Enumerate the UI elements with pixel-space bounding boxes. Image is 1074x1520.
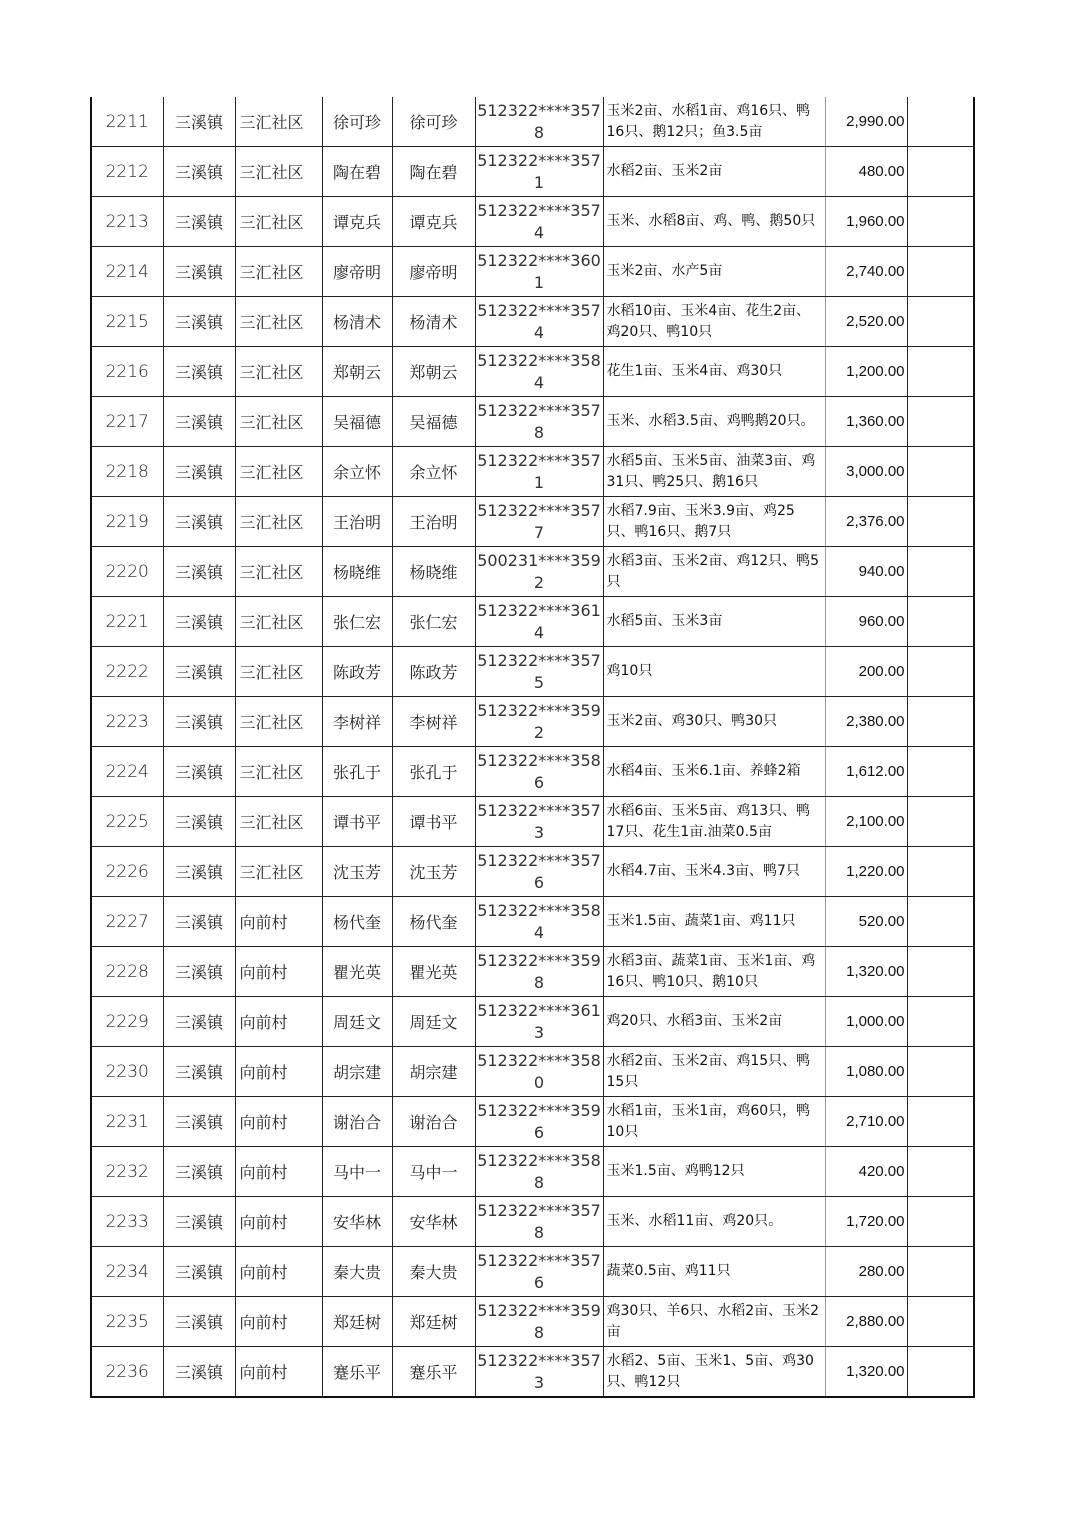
table-row bbox=[91, 297, 974, 347]
id-number-cell: 512322****3588 bbox=[475, 1147, 603, 1197]
amount-cell: 3,000.00 bbox=[825, 447, 907, 497]
town-cell: 三溪镇 bbox=[163, 397, 235, 447]
row-number: 2217 bbox=[91, 397, 163, 447]
village-cell: 向前村 bbox=[235, 997, 322, 1047]
remarks-cell bbox=[907, 197, 974, 247]
id-number-cell: 512322****3578 bbox=[475, 97, 603, 147]
account-holder-cell: 杨代奎 bbox=[392, 897, 475, 947]
id-number-cell: 512322****3576 bbox=[475, 847, 603, 897]
id-number-cell: 512322****3578 bbox=[475, 1197, 603, 1247]
row-number: 2230 bbox=[91, 1047, 163, 1097]
name-cell: 马中一 bbox=[322, 1147, 392, 1197]
town-cell: 三溪镇 bbox=[163, 697, 235, 747]
amount-cell: 1,320.00 bbox=[825, 947, 907, 997]
account-holder-cell: 瞿光英 bbox=[392, 947, 475, 997]
production-cell: 玉米2亩、鸡30只、鸭30只 bbox=[603, 697, 825, 747]
amount-cell: 520.00 bbox=[825, 897, 907, 947]
amount-cell: 2,740.00 bbox=[825, 247, 907, 297]
account-holder-cell: 沈玉芳 bbox=[392, 847, 475, 897]
remarks-cell bbox=[907, 297, 974, 347]
village-cell: 三汇社区 bbox=[235, 647, 322, 697]
row-number: 2236 bbox=[91, 1347, 163, 1398]
id-number-cell: 512322****3578 bbox=[475, 397, 603, 447]
village-cell: 三汇社区 bbox=[235, 247, 322, 297]
table-row bbox=[91, 947, 974, 997]
production-cell: 花生1亩、玉米4亩、鸡30只 bbox=[603, 347, 825, 397]
remarks-cell bbox=[907, 347, 974, 397]
village-cell: 三汇社区 bbox=[235, 297, 322, 347]
account-holder-cell: 郑廷树 bbox=[392, 1297, 475, 1347]
town-cell: 三溪镇 bbox=[163, 597, 235, 647]
production-cell: 玉米1.5亩、蔬菜1亩、鸡11只 bbox=[603, 897, 825, 947]
production-cell: 水稻6亩、玉米5亩、鸡13只、鸭17只、花生1亩.油菜0.5亩 bbox=[603, 797, 825, 847]
amount-cell: 200.00 bbox=[825, 647, 907, 697]
table-row bbox=[91, 897, 974, 947]
amount-cell: 280.00 bbox=[825, 1247, 907, 1297]
remarks-cell bbox=[907, 897, 974, 947]
production-cell: 玉米2亩、水稻1亩、鸡16只、鸭16只、鹅12只；鱼3.5亩 bbox=[603, 97, 825, 147]
table-body bbox=[91, 97, 974, 1397]
table-row bbox=[91, 1197, 974, 1247]
amount-cell: 1,200.00 bbox=[825, 347, 907, 397]
table-row bbox=[91, 147, 974, 197]
row-number: 2228 bbox=[91, 947, 163, 997]
account-holder-cell: 李树祥 bbox=[392, 697, 475, 747]
name-cell: 杨清术 bbox=[322, 297, 392, 347]
amount-cell: 1,960.00 bbox=[825, 197, 907, 247]
account-holder-cell: 谭克兵 bbox=[392, 197, 475, 247]
amount-cell: 2,380.00 bbox=[825, 697, 907, 747]
table-row bbox=[91, 997, 974, 1047]
account-holder-cell: 张仁宏 bbox=[392, 597, 475, 647]
village-cell: 三汇社区 bbox=[235, 697, 322, 747]
remarks-cell bbox=[907, 97, 974, 147]
table-row bbox=[91, 1297, 974, 1347]
name-cell: 吴福德 bbox=[322, 397, 392, 447]
row-number: 2233 bbox=[91, 1197, 163, 1247]
table-row bbox=[91, 1047, 974, 1097]
name-cell: 瞿光英 bbox=[322, 947, 392, 997]
name-cell: 沈玉芳 bbox=[322, 847, 392, 897]
row-number: 2229 bbox=[91, 997, 163, 1047]
name-cell: 谢治合 bbox=[322, 1097, 392, 1147]
account-holder-cell: 廖帝明 bbox=[392, 247, 475, 297]
town-cell: 三溪镇 bbox=[163, 997, 235, 1047]
remarks-cell bbox=[907, 697, 974, 747]
remarks-cell bbox=[907, 1047, 974, 1097]
village-cell: 三汇社区 bbox=[235, 347, 322, 397]
table-row bbox=[91, 347, 974, 397]
production-cell: 水稻3亩、玉米2亩、鸡12只、鸭5只 bbox=[603, 547, 825, 597]
village-cell: 三汇社区 bbox=[235, 397, 322, 447]
name-cell: 秦大贵 bbox=[322, 1247, 392, 1297]
table-row bbox=[91, 747, 974, 797]
name-cell: 徐可珍 bbox=[322, 97, 392, 147]
village-cell: 向前村 bbox=[235, 947, 322, 997]
amount-cell: 960.00 bbox=[825, 597, 907, 647]
village-cell: 三汇社区 bbox=[235, 197, 322, 247]
account-holder-cell: 徐可珍 bbox=[392, 97, 475, 147]
village-cell: 三汇社区 bbox=[235, 97, 322, 147]
production-cell: 水稻2亩、玉米2亩、鸡15只、鸭15只 bbox=[603, 1047, 825, 1097]
id-number-cell: 512322****3596 bbox=[475, 1097, 603, 1147]
name-cell: 蹇乐平 bbox=[322, 1347, 392, 1398]
table-row bbox=[91, 97, 974, 147]
id-number-cell: 512322****3577 bbox=[475, 497, 603, 547]
row-number: 2227 bbox=[91, 897, 163, 947]
town-cell: 三溪镇 bbox=[163, 247, 235, 297]
village-cell: 三汇社区 bbox=[235, 447, 322, 497]
remarks-cell bbox=[907, 1147, 974, 1197]
amount-cell: 480.00 bbox=[825, 147, 907, 197]
table-row bbox=[91, 597, 974, 647]
table-row bbox=[91, 797, 974, 847]
production-cell: 蔬菜0.5亩、鸡11只 bbox=[603, 1247, 825, 1297]
village-cell: 三汇社区 bbox=[235, 547, 322, 597]
remarks-cell bbox=[907, 997, 974, 1047]
town-cell: 三溪镇 bbox=[163, 747, 235, 797]
name-cell: 余立怀 bbox=[322, 447, 392, 497]
id-number-cell: 512322****3580 bbox=[475, 1047, 603, 1097]
town-cell: 三溪镇 bbox=[163, 1147, 235, 1197]
town-cell: 三溪镇 bbox=[163, 497, 235, 547]
town-cell: 三溪镇 bbox=[163, 547, 235, 597]
remarks-cell bbox=[907, 1097, 974, 1147]
production-cell: 鸡10只 bbox=[603, 647, 825, 697]
account-holder-cell: 余立怀 bbox=[392, 447, 475, 497]
town-cell: 三溪镇 bbox=[163, 1197, 235, 1247]
amount-cell: 2,100.00 bbox=[825, 797, 907, 847]
town-cell: 三溪镇 bbox=[163, 97, 235, 147]
remarks-cell bbox=[907, 847, 974, 897]
row-number: 2213 bbox=[91, 197, 163, 247]
table-row bbox=[91, 247, 974, 297]
table-row bbox=[91, 647, 974, 697]
row-number: 2220 bbox=[91, 547, 163, 597]
row-number: 2214 bbox=[91, 247, 163, 297]
village-cell: 向前村 bbox=[235, 897, 322, 947]
amount-cell: 1,000.00 bbox=[825, 997, 907, 1047]
id-number-cell: 512322****3613 bbox=[475, 997, 603, 1047]
account-holder-cell: 王治明 bbox=[392, 497, 475, 547]
amount-cell: 1,220.00 bbox=[825, 847, 907, 897]
remarks-cell bbox=[907, 1347, 974, 1398]
production-cell: 水稻1亩，玉米1亩，鸡60只，鸭10只 bbox=[603, 1097, 825, 1147]
name-cell: 谭克兵 bbox=[322, 197, 392, 247]
town-cell: 三溪镇 bbox=[163, 1047, 235, 1097]
row-number: 2235 bbox=[91, 1297, 163, 1347]
table-row bbox=[91, 197, 974, 247]
production-cell: 水稻4.7亩、玉米4.3亩、鸭7只 bbox=[603, 847, 825, 897]
id-number-cell: 512322****3573 bbox=[475, 1347, 603, 1398]
remarks-cell bbox=[907, 1297, 974, 1347]
id-number-cell: 512322****3575 bbox=[475, 647, 603, 697]
account-holder-cell: 谢治合 bbox=[392, 1097, 475, 1147]
remarks-cell bbox=[907, 797, 974, 847]
town-cell: 三溪镇 bbox=[163, 797, 235, 847]
remarks-cell bbox=[907, 647, 974, 697]
account-holder-cell: 秦大贵 bbox=[392, 1247, 475, 1297]
remarks-cell bbox=[907, 547, 974, 597]
account-holder-cell: 陶在碧 bbox=[392, 147, 475, 197]
id-number-cell: 512322****3571 bbox=[475, 447, 603, 497]
town-cell: 三溪镇 bbox=[163, 647, 235, 697]
town-cell: 三溪镇 bbox=[163, 847, 235, 897]
village-cell: 三汇社区 bbox=[235, 597, 322, 647]
amount-cell: 2,710.00 bbox=[825, 1097, 907, 1147]
row-number: 2221 bbox=[91, 597, 163, 647]
account-holder-cell: 安华林 bbox=[392, 1197, 475, 1247]
row-number: 2216 bbox=[91, 347, 163, 397]
town-cell: 三溪镇 bbox=[163, 197, 235, 247]
remarks-cell bbox=[907, 597, 974, 647]
account-holder-cell: 谭书平 bbox=[392, 797, 475, 847]
village-cell: 三汇社区 bbox=[235, 847, 322, 897]
remarks-cell bbox=[907, 447, 974, 497]
amount-cell: 1,612.00 bbox=[825, 747, 907, 797]
remarks-cell bbox=[907, 947, 974, 997]
village-cell: 三汇社区 bbox=[235, 747, 322, 797]
table-row bbox=[91, 1347, 974, 1398]
table-row bbox=[91, 1097, 974, 1147]
production-cell: 水稻5亩、玉米3亩 bbox=[603, 597, 825, 647]
town-cell: 三溪镇 bbox=[163, 947, 235, 997]
id-number-cell: 512322****3574 bbox=[475, 297, 603, 347]
amount-cell: 420.00 bbox=[825, 1147, 907, 1197]
table-row bbox=[91, 1247, 974, 1297]
name-cell: 胡宗建 bbox=[322, 1047, 392, 1097]
id-number-cell: 512322****3614 bbox=[475, 597, 603, 647]
row-number: 2225 bbox=[91, 797, 163, 847]
amount-cell: 2,880.00 bbox=[825, 1297, 907, 1347]
id-number-cell: 512322****3573 bbox=[475, 797, 603, 847]
id-number-cell: 500231****3592 bbox=[475, 547, 603, 597]
subsidy-table bbox=[90, 97, 975, 1398]
village-cell: 向前村 bbox=[235, 1347, 322, 1398]
village-cell: 三汇社区 bbox=[235, 497, 322, 547]
remarks-cell bbox=[907, 397, 974, 447]
name-cell: 陶在碧 bbox=[322, 147, 392, 197]
row-number: 2223 bbox=[91, 697, 163, 747]
id-number-cell: 512322****3586 bbox=[475, 747, 603, 797]
remarks-cell bbox=[907, 247, 974, 297]
town-cell: 三溪镇 bbox=[163, 1297, 235, 1347]
name-cell: 李树祥 bbox=[322, 697, 392, 747]
name-cell: 周廷文 bbox=[322, 997, 392, 1047]
account-holder-cell: 马中一 bbox=[392, 1147, 475, 1197]
remarks-cell bbox=[907, 1247, 974, 1297]
production-cell: 水稻5亩、玉米5亩、油菜3亩、鸡31只、鸭25只、鹅16只 bbox=[603, 447, 825, 497]
account-holder-cell: 陈政芳 bbox=[392, 647, 475, 697]
row-number: 2215 bbox=[91, 297, 163, 347]
account-holder-cell: 周廷文 bbox=[392, 997, 475, 1047]
town-cell: 三溪镇 bbox=[163, 447, 235, 497]
production-cell: 玉米1.5亩、鸡鸭12只 bbox=[603, 1147, 825, 1197]
id-number-cell: 512322****3598 bbox=[475, 947, 603, 997]
id-number-cell: 512322****3601 bbox=[475, 247, 603, 297]
town-cell: 三溪镇 bbox=[163, 297, 235, 347]
row-number: 2211 bbox=[91, 97, 163, 147]
production-cell: 鸡20只、水稻3亩、玉米2亩 bbox=[603, 997, 825, 1047]
table-row bbox=[91, 697, 974, 747]
production-cell: 水稻3亩、蔬菜1亩、玉米1亩、鸡16只、鸭10只、鹅10只 bbox=[603, 947, 825, 997]
row-number: 2212 bbox=[91, 147, 163, 197]
name-cell: 安华林 bbox=[322, 1197, 392, 1247]
name-cell: 廖帝明 bbox=[322, 247, 392, 297]
amount-cell: 1,720.00 bbox=[825, 1197, 907, 1247]
production-cell: 水稻2亩、玉米2亩 bbox=[603, 147, 825, 197]
production-cell: 水稻4亩、玉米6.1亩、养蜂2箱 bbox=[603, 747, 825, 797]
id-number-cell: 512322****3571 bbox=[475, 147, 603, 197]
name-cell: 张孔于 bbox=[322, 747, 392, 797]
amount-cell: 1,360.00 bbox=[825, 397, 907, 447]
production-cell: 玉米、水稻11亩、鸡20只。 bbox=[603, 1197, 825, 1247]
account-holder-cell: 杨清术 bbox=[392, 297, 475, 347]
name-cell: 王治明 bbox=[322, 497, 392, 547]
table-row bbox=[91, 547, 974, 597]
id-number-cell: 512322****3598 bbox=[475, 1297, 603, 1347]
production-cell: 玉米、水稻8亩、鸡、鸭、鹅50只 bbox=[603, 197, 825, 247]
village-cell: 向前村 bbox=[235, 1247, 322, 1297]
row-number: 2234 bbox=[91, 1247, 163, 1297]
table-row bbox=[91, 447, 974, 497]
village-cell: 向前村 bbox=[235, 1147, 322, 1197]
town-cell: 三溪镇 bbox=[163, 347, 235, 397]
production-cell: 鸡30只、羊6只、水稻2亩、玉米2亩 bbox=[603, 1297, 825, 1347]
town-cell: 三溪镇 bbox=[163, 1247, 235, 1297]
name-cell: 郑廷树 bbox=[322, 1297, 392, 1347]
row-number: 2219 bbox=[91, 497, 163, 547]
row-number: 2222 bbox=[91, 647, 163, 697]
amount-cell: 940.00 bbox=[825, 547, 907, 597]
village-cell: 向前村 bbox=[235, 1097, 322, 1147]
account-holder-cell: 蹇乐平 bbox=[392, 1347, 475, 1398]
table-row bbox=[91, 497, 974, 547]
production-cell: 水稻7.9亩、玉米3.9亩、鸡25只、鸭16只、鹅7只 bbox=[603, 497, 825, 547]
town-cell: 三溪镇 bbox=[163, 147, 235, 197]
amount-cell: 2,990.00 bbox=[825, 97, 907, 147]
town-cell: 三溪镇 bbox=[163, 1347, 235, 1398]
id-number-cell: 512322****3584 bbox=[475, 897, 603, 947]
row-number: 2224 bbox=[91, 747, 163, 797]
account-holder-cell: 张孔于 bbox=[392, 747, 475, 797]
town-cell: 三溪镇 bbox=[163, 1097, 235, 1147]
name-cell: 谭书平 bbox=[322, 797, 392, 847]
id-number-cell: 512322****3584 bbox=[475, 347, 603, 397]
village-cell: 三汇社区 bbox=[235, 797, 322, 847]
remarks-cell bbox=[907, 147, 974, 197]
account-holder-cell: 杨晓维 bbox=[392, 547, 475, 597]
table-row bbox=[91, 397, 974, 447]
amount-cell: 2,376.00 bbox=[825, 497, 907, 547]
remarks-cell bbox=[907, 497, 974, 547]
remarks-cell bbox=[907, 747, 974, 797]
row-number: 2218 bbox=[91, 447, 163, 497]
id-number-cell: 512322****3574 bbox=[475, 197, 603, 247]
production-cell: 水稻2、5亩、玉米1、5亩、鸡30只、鸭12只 bbox=[603, 1347, 825, 1398]
name-cell: 郑朝云 bbox=[322, 347, 392, 397]
name-cell: 杨代奎 bbox=[322, 897, 392, 947]
row-number: 2226 bbox=[91, 847, 163, 897]
production-cell: 水稻10亩、玉米4亩、花生2亩、鸡20只、鸭10只 bbox=[603, 297, 825, 347]
name-cell: 陈政芳 bbox=[322, 647, 392, 697]
id-number-cell: 512322****3592 bbox=[475, 697, 603, 747]
production-cell: 玉米2亩、水产5亩 bbox=[603, 247, 825, 297]
amount-cell: 2,520.00 bbox=[825, 297, 907, 347]
row-number: 2231 bbox=[91, 1097, 163, 1147]
production-cell: 玉米、水稻3.5亩、鸡鸭鹅20只。 bbox=[603, 397, 825, 447]
name-cell: 张仁宏 bbox=[322, 597, 392, 647]
remarks-cell bbox=[907, 1197, 974, 1247]
account-holder-cell: 吴福德 bbox=[392, 397, 475, 447]
account-holder-cell: 郑朝云 bbox=[392, 347, 475, 397]
table-row bbox=[91, 847, 974, 897]
table-row bbox=[91, 1147, 974, 1197]
name-cell: 杨晓维 bbox=[322, 547, 392, 597]
village-cell: 三汇社区 bbox=[235, 147, 322, 197]
id-number-cell: 512322****3576 bbox=[475, 1247, 603, 1297]
village-cell: 向前村 bbox=[235, 1197, 322, 1247]
village-cell: 向前村 bbox=[235, 1047, 322, 1097]
account-holder-cell: 胡宗建 bbox=[392, 1047, 475, 1097]
amount-cell: 1,080.00 bbox=[825, 1047, 907, 1097]
row-number: 2232 bbox=[91, 1147, 163, 1197]
village-cell: 向前村 bbox=[235, 1297, 322, 1347]
town-cell: 三溪镇 bbox=[163, 897, 235, 947]
amount-cell: 1,320.00 bbox=[825, 1347, 907, 1398]
